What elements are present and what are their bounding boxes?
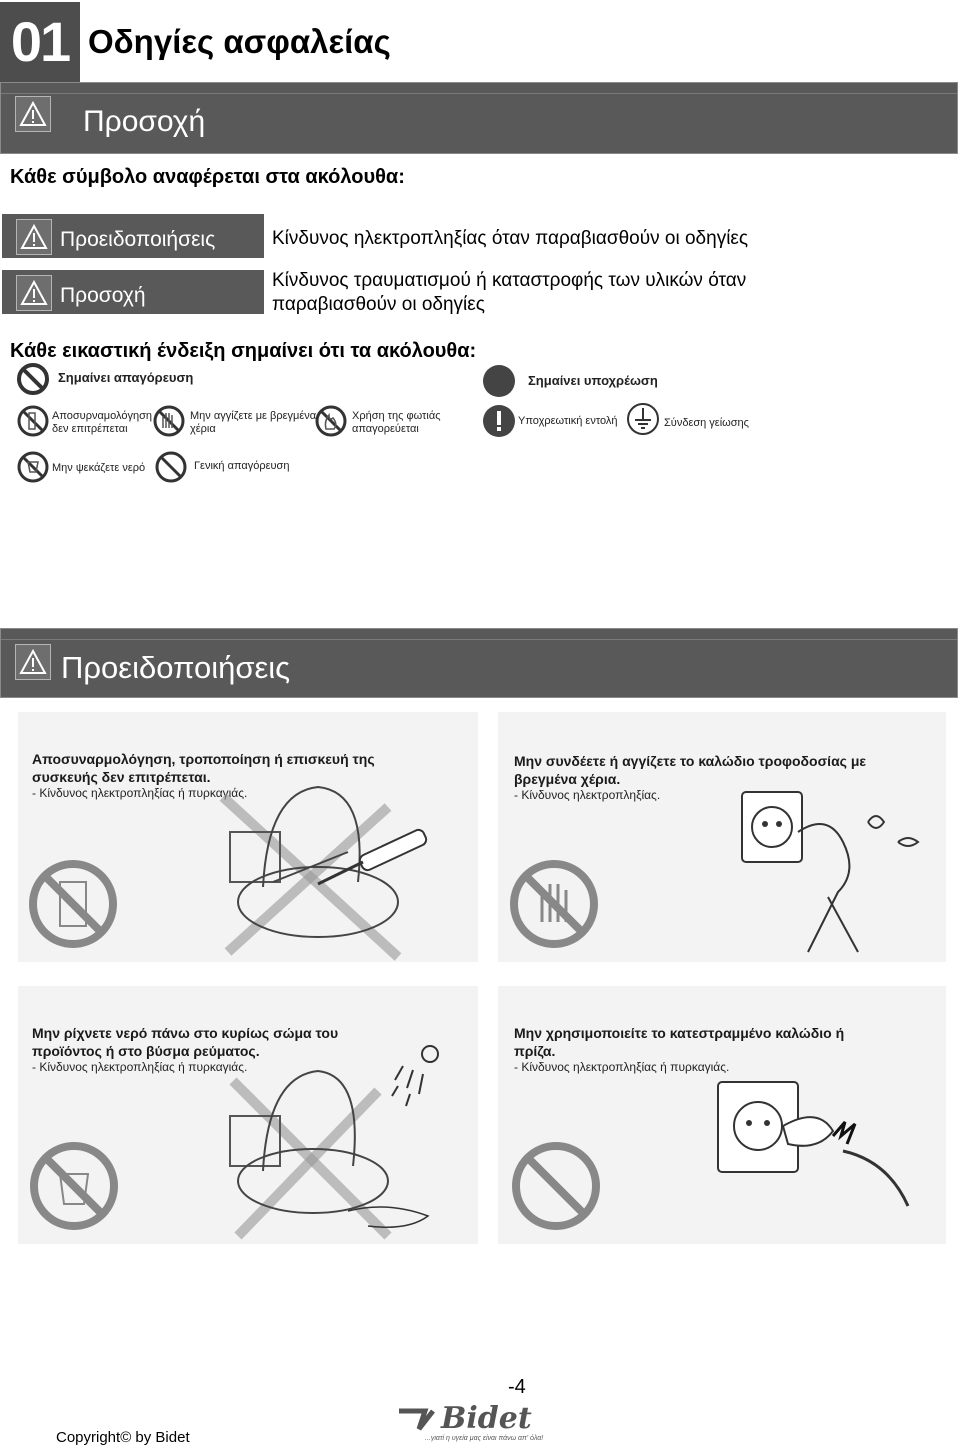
mandatory-icon xyxy=(482,404,516,438)
bidet-logo xyxy=(395,1401,595,1447)
no-disassembly-label-1: Αποσυρναμολόγηση xyxy=(52,410,153,422)
panel-title-line1: Μην χρησιμοποιείτε το κατεστραμμένο καλώδιο ή xyxy=(514,1025,845,1041)
obligation-icon xyxy=(482,364,516,398)
panel-title-line1: Μην ρίχνετε νερό πάνω στο κυρίως σώμα του xyxy=(32,1025,339,1041)
damaged-cable-plug-illustration xyxy=(498,986,946,1244)
warning-triangle-icon xyxy=(15,96,51,132)
indication-intro-text: Κάθε εικαστική ένδειξη σημαίνει ότι τα ακόλουθα: xyxy=(10,340,477,362)
prohibition-legend-title: Σημαίνει απαγόρευση xyxy=(58,370,194,385)
obligation-legend-title: Σημαίνει υποχρέωση xyxy=(528,373,658,388)
no-wet-hands-label-1: Μην αγγίζετε με βρεγμένα xyxy=(190,410,317,422)
panel-title-line2: συσκευής δεν επιτρέπεται. xyxy=(32,769,211,785)
panel-subtitle: - Κίνδυνος ηλεκτροπληξίας ή πυρκαγιάς. xyxy=(32,1060,248,1074)
chapter-title: Οδηγίες ασφαλείας xyxy=(88,23,391,60)
chapter-number: 01 xyxy=(0,2,80,82)
warnings-section-bar xyxy=(0,628,958,698)
mandatory-label: Υποχρεωτική εντολή xyxy=(518,415,618,427)
no-fire-label-1: Χρήση της φωτιάς xyxy=(352,410,441,422)
general-prohibition-icon xyxy=(154,450,188,484)
copyright-text: Copyright© by Bidet xyxy=(56,1429,190,1446)
grounding-icon xyxy=(626,402,660,436)
caution-description-line1: Κίνδυνος τραυματισμού ή καταστροφής των υλικών όταν xyxy=(272,270,747,291)
caution-section-title: Προσοχή xyxy=(83,105,206,138)
warning-triangle-icon xyxy=(16,219,52,255)
warnings-tag xyxy=(2,214,264,258)
no-wet-hands-icon xyxy=(152,404,186,438)
prohibition-icon xyxy=(16,362,50,396)
no-fire-icon xyxy=(314,404,348,438)
grounding-label: Σύνδεση γείωσης xyxy=(664,417,749,429)
panel-subtitle: - Κίνδυνος ηλεκτροπληξίας. xyxy=(514,788,661,802)
panel-title-line2: πρίζα. xyxy=(514,1043,556,1059)
warnings-section-title: Προειδοποιήσεις xyxy=(61,650,291,685)
page-number: -4 xyxy=(508,1376,526,1398)
caution-section-bar xyxy=(0,82,958,154)
logo-tagline: ...γιατί η υγεία μας είναι πάνω απ' όλα! xyxy=(425,1435,544,1442)
warnings-description: Κίνδυνος ηλεκτροπληξίας όταν παραβιασθούν οι οδηγίες xyxy=(272,228,749,249)
no-water-spray-label: Μην ψεκάζετε νερό xyxy=(52,462,146,474)
symbols-intro-text: Κάθε σύμβολο αναφέρεται στα ακόλουθα: xyxy=(10,166,405,188)
warning-panel-wet-hands xyxy=(498,712,946,962)
no-wet-hands-label-2: χέρια xyxy=(190,423,216,435)
panel-title-line2: προϊόντος ή στο βύσμα ρεύματος. xyxy=(32,1043,260,1059)
panel-title-line1: Μην συνδέετε ή αγγίζετε το καλώδιο τροφοδοσίας με xyxy=(514,753,867,769)
no-water-spray-icon xyxy=(16,450,50,484)
no-fire-label-2: απαγορεύεται xyxy=(352,423,419,435)
panel-title-line2: βρεγμένα χέρια. xyxy=(514,771,621,787)
warning-panel-damaged-cable xyxy=(498,986,946,1244)
warnings-tag-label: Προειδοποιήσεις xyxy=(60,228,216,251)
warning-triangle-icon xyxy=(16,275,52,311)
caution-description-line2: παραβιασθούν οι οδηγίες xyxy=(272,294,485,315)
toilet-seat-screwdriver-illustration xyxy=(18,712,478,962)
panel-title-line1: Αποσυναρμολόγηση, τροποποίηση ή επισκευή της xyxy=(32,751,375,767)
panel-subtitle: - Κίνδυνος ηλεκτροπληξίας ή πυρκαγιάς. xyxy=(514,1060,730,1074)
water-spray-toilet-illustration xyxy=(18,986,478,1244)
caution-tag xyxy=(2,270,264,314)
warning-triangle-icon xyxy=(15,644,51,680)
no-disassembly-label-2: δεν επιτρέπεται xyxy=(52,423,128,435)
no-disassembly-icon xyxy=(16,404,50,438)
warning-panel-disassembly xyxy=(18,712,478,962)
general-prohibition-label: Γενική απαγόρευση xyxy=(194,460,290,472)
caution-tag-label: Προσοχή xyxy=(60,284,146,307)
logo-wordmark: Bidet xyxy=(441,1401,532,1436)
warning-panel-water-spray xyxy=(18,986,478,1244)
panel-subtitle: - Κίνδυνος ηλεκτροπληξίας ή πυρκαγιάς. xyxy=(32,786,248,800)
wet-hands-plug-illustration xyxy=(498,712,946,962)
